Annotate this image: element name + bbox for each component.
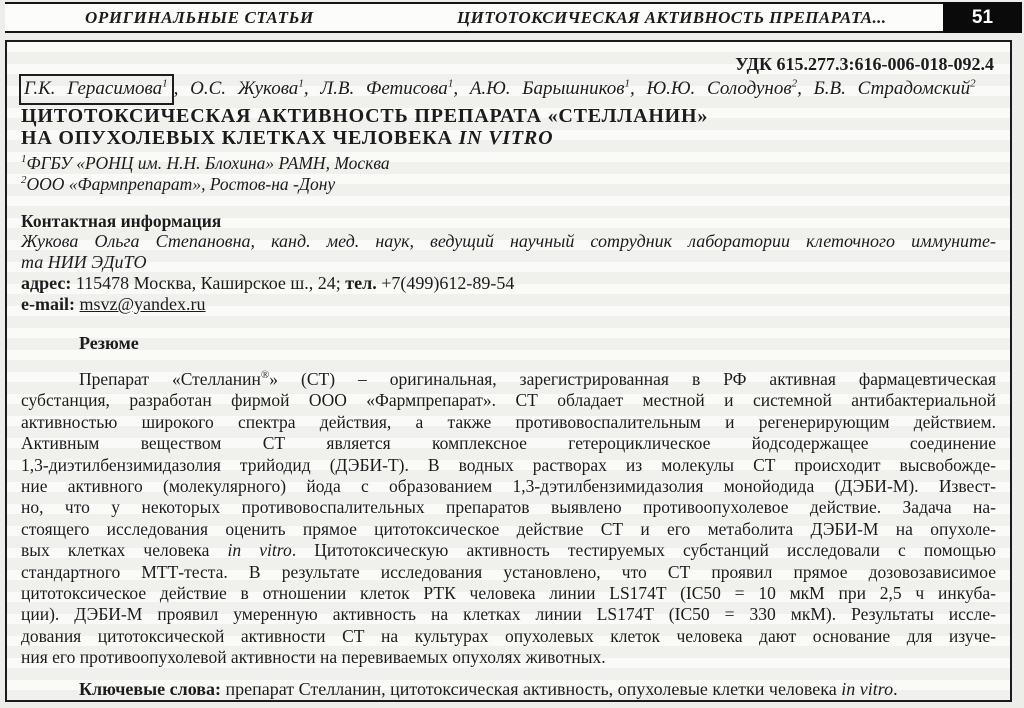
abstract-line: ции). ДЭБИ-М проявил умеренную активность на клетках линии LS174T (IC50 = 330 мкМ). Результаты иссле-: [21, 604, 996, 625]
abstract-line: вых клетках человека in vitro. Цитотоксическую активность тестируемых субстанций исследовали с помощью: [21, 540, 997, 561]
email-label: e-mail:: [21, 294, 75, 314]
affiliation-1-sup: 1: [21, 153, 27, 166]
affiliations: [21, 153, 996, 195]
title-text-1: ЦИТОТОКСИЧЕСКАЯ АКТИВНОСТЬ ПРЕПАРАТА «СТЕЛЛАНИН»: [21, 105, 709, 127]
email-line: [21, 294, 996, 315]
keywords-label: Ключевые слова:: [79, 678, 221, 699]
keywords-line: [21, 679, 996, 700]
phone-value: +7(499)612-89-54: [376, 273, 515, 293]
abstract-line: дования цитотоксической активности СТ на культурах опухолевых клеток человека дают основание для изуче-: [21, 625, 996, 646]
author: О.С. Жукова$^1$: [190, 77, 304, 99]
contact-person-line: та НИИ ЭДиТО: [21, 252, 147, 272]
keywords-end: .: [893, 678, 898, 699]
first-author-boxed: Г.К. Герасимова$^1$: [19, 74, 174, 105]
author: Л.В. Фетисова$^1$: [320, 77, 454, 99]
author: Ю.Ю. Солодунов$^2$: [646, 77, 798, 99]
affiliation-1: [21, 153, 996, 174]
affiliation-2: [21, 174, 996, 195]
author: А.Ю. Барышников$^1$: [469, 77, 631, 99]
article-title-line-2: [21, 127, 996, 149]
abstract-line: цитотоксическое действие в отношении клеток РТК человека линии LS174T (IC50 = 10 мкМ при 2,5 ч инкуба-: [21, 583, 996, 604]
email-value: msvz@yandex.ru: [79, 294, 206, 314]
address-line: [21, 273, 996, 294]
header-running-title: ЦИТОТОКСИЧЕСКАЯ АКТИВНОСТЬ ПРЕПАРАТА...: [457, 8, 887, 27]
affiliation-2-sup: 2: [21, 174, 27, 187]
abstract-line: стандартного МТТ-теста. В результате исследования установлено, что СТ проявил прямое дозовозависимое: [21, 561, 996, 582]
article-content-box: [5, 40, 1012, 702]
abstract-line: активностью широкого спектра действия, а также противовоспалительным и регенерирующим действием.: [21, 411, 996, 432]
phone-label: тел.: [345, 273, 377, 293]
abstract-line: стоящего исследования оценить прямое цитотоксическое действие СТ и его метаболита ДЭБИ-М на опухоле-: [21, 518, 996, 539]
abstract-line: Препарат «Стелланин®» (СТ) – оригинальная, зарегистрированная в РФ активная фармацевтическая: [79, 369, 997, 389]
author: Б.В. Страдомский$^2$: [813, 77, 976, 99]
page-number: 51: [943, 2, 1022, 33]
abstract-line: ние активного (молекулярного) йода с образованием 1,3-дэтилбензимидазолия монойодида (ДЭБИ-М). Извест-: [21, 476, 996, 497]
header-band: [5, 2, 1022, 33]
affiliation-1-text: ФГБУ «РОНЦ им. Н.Н. Блохина» РАМН, Москва: [26, 153, 390, 173]
keywords-in-vitro: in vitro: [841, 678, 894, 699]
article-title-line-1: [21, 105, 996, 127]
contact-person-line: Жукова Ольга Степановна, канд. мед. наук, ведущий научный сотрудник лаборатории клеточного иммуните-: [21, 231, 996, 251]
udc-number: УДК 615.277.3:616-006-018-092.4: [735, 54, 994, 74]
address-label: адрес:: [21, 273, 72, 293]
abstract-line: субстанция, разработан фирмой ООО «Фармпрепарат». СТ обладает местной и системной антибактериальной: [21, 390, 996, 411]
contact-person: [21, 231, 996, 273]
abstract-line: ния его противоопухолевой активности на перевиваемых опухолях животных.: [21, 647, 606, 668]
abstract: [21, 369, 996, 669]
abstract-line: Активным веществом СТ является комплексное гетероциклическое йодсодержащее соединение: [21, 433, 996, 454]
title-text-2: НА ОПУХОЛЕВЫХ КЛЕТКАХ ЧЕЛОВЕКА: [21, 127, 459, 149]
abstract-line: 1,3-диэтилбензимидазолия трийодид (ДЭБИ-Т). В водных растворах из молекулы СТ происходит высвобожде-: [21, 454, 996, 475]
header-section-label: ОРИГИНАЛЬНЫЕ СТАТЬИ: [85, 8, 314, 27]
affiliation-2-text: ООО «Фармпрепарат», Ростов-на -Дону: [26, 174, 336, 194]
keywords-text: препарат Стелланин, цитотоксическая активность, опухолевые клетки человека: [220, 678, 842, 699]
address-value: 115478 Москва, Каширское ш., 24;: [71, 273, 346, 293]
abstract-heading: Резюме: [79, 333, 139, 353]
authors-line: Г.К. Герасимова$^1$ , О.С. Жукова$^1$, Л.В. Фетисова$^1$, А.Ю. Барышников$^1$, Ю.Ю. Солодунов$^2$, Б.В. Страдомский$^2$: [21, 74, 996, 105]
title-in-vitro: IN VITRO: [458, 127, 554, 149]
contact-heading: Контактная информация: [21, 211, 222, 231]
abstract-line: но, что у некоторых противовоспалительных препаратов выявлено противоопухолевое действие. Задача на-: [21, 497, 996, 518]
